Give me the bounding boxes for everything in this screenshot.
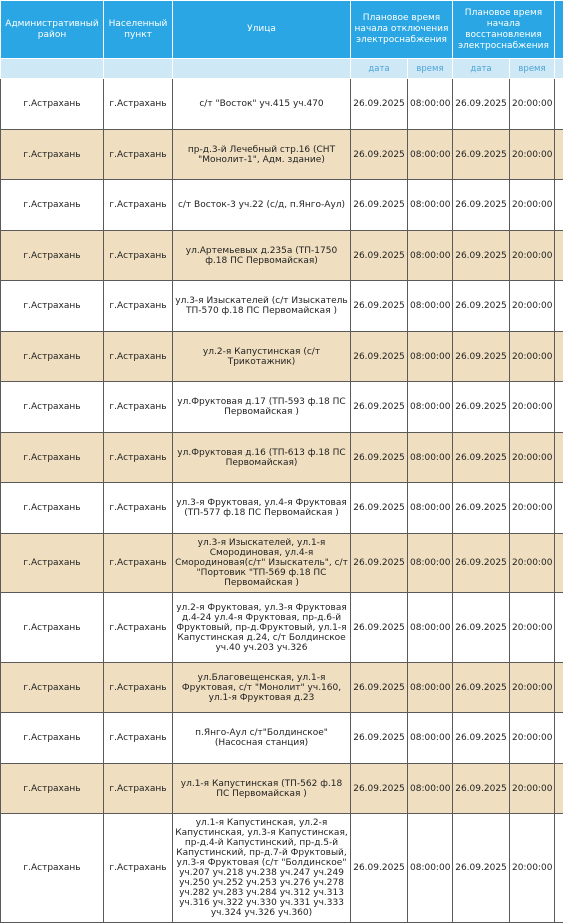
off-time-cell: 08:00:00 — [408, 483, 453, 534]
table-row — [1, 281, 563, 332]
table-row — [1, 130, 563, 180]
row-extra-cell — [555, 534, 563, 593]
table-row — [1, 593, 563, 663]
district-cell: г.Астрахань — [1, 593, 104, 663]
off-time-cell: 08:00:00 — [408, 180, 453, 231]
district-cell: г.Астрахань — [1, 433, 104, 483]
street-cell: ул.Благовещенская, ул.1-я Фруктовая, с/т "Монолит" уч.160, ул.1-я Фруктовая д.23 — [173, 663, 351, 713]
subheader-blank — [1, 59, 104, 79]
on-date-cell: 26.09.2025 — [453, 382, 510, 433]
settlement-cell: г.Астрахань — [104, 534, 173, 593]
on-date-cell: 26.09.2025 — [453, 281, 510, 332]
settlement-cell: г.Астрахань — [104, 814, 173, 923]
off-date-cell: 26.09.2025 — [351, 382, 408, 433]
settlement-cell: г.Астрахань — [104, 281, 173, 332]
header-extra — [555, 1, 563, 59]
row-extra-cell — [555, 433, 563, 483]
on-date-cell: 26.09.2025 — [453, 534, 510, 593]
settlement-cell: г.Астрахань — [104, 130, 173, 180]
on-time-cell: 20:00:00 — [510, 433, 555, 483]
settlement-cell: г.Астрахань — [104, 764, 173, 814]
row-extra-cell — [555, 231, 563, 281]
off-time-cell: 08:00:00 — [408, 332, 453, 382]
on-time-cell: 20:00:00 — [510, 593, 555, 663]
subheader-off-date: дата — [351, 59, 408, 79]
district-cell: г.Астрахань — [1, 534, 104, 593]
off-date-cell: 26.09.2025 — [351, 433, 408, 483]
on-date-cell: 26.09.2025 — [453, 483, 510, 534]
row-extra-cell — [555, 764, 563, 814]
table-row — [1, 231, 563, 281]
street-cell: ул.Фруктовая д.17 (ТП-593 ф.18 ПС Первомайская ) — [173, 382, 351, 433]
on-date-cell: 26.09.2025 — [453, 593, 510, 663]
subheader-off-time: время — [408, 59, 453, 79]
settlement-cell: г.Астрахань — [104, 713, 173, 764]
off-time-cell: 08:00:00 — [408, 130, 453, 180]
on-time-cell: 20:00:00 — [510, 231, 555, 281]
on-time-cell: 20:00:00 — [510, 663, 555, 713]
row-extra-cell — [555, 130, 563, 180]
row-extra-cell — [555, 713, 563, 764]
on-time-cell: 20:00:00 — [510, 483, 555, 534]
off-time-cell: 08:00:00 — [408, 231, 453, 281]
subheader-blank — [173, 59, 351, 79]
off-date-cell: 26.09.2025 — [351, 764, 408, 814]
on-time-cell: 20:00:00 — [510, 814, 555, 923]
off-date-cell: 26.09.2025 — [351, 593, 408, 663]
on-date-cell: 26.09.2025 — [453, 764, 510, 814]
off-date-cell: 26.09.2025 — [351, 231, 408, 281]
street-cell: ул.Фруктовая д.16 (ТП-613 ф.18 ПС Первомайская) — [173, 433, 351, 483]
street-cell: ул.2-я Капустинская (с/т Трикотажник) — [173, 332, 351, 382]
table-row — [1, 433, 563, 483]
off-time-cell: 08:00:00 — [408, 281, 453, 332]
off-date-cell: 26.09.2025 — [351, 180, 408, 231]
subheader-blank — [555, 59, 563, 79]
district-cell: г.Астрахань — [1, 713, 104, 764]
off-date-cell: 26.09.2025 — [351, 814, 408, 923]
off-time-cell: 08:00:00 — [408, 764, 453, 814]
on-time-cell: 20:00:00 — [510, 79, 555, 130]
street-cell: ул.Артемьевых д.235а (ТП-1750 ф.18 ПС Первомайская) — [173, 231, 351, 281]
street-cell: ул.1-я Капустинская (ТП-562 ф.18 ПС Первомайская ) — [173, 764, 351, 814]
off-time-cell: 08:00:00 — [408, 593, 453, 663]
off-date-cell: 26.09.2025 — [351, 534, 408, 593]
header-district: Административный район — [1, 1, 104, 59]
district-cell: г.Астрахань — [1, 332, 104, 382]
on-date-cell: 26.09.2025 — [453, 713, 510, 764]
header-off-time: Плановое время начала отключения электроснабжения — [351, 1, 453, 59]
subheader-blank — [104, 59, 173, 79]
district-cell: г.Астрахань — [1, 130, 104, 180]
street-cell: с/т "Восток" уч.415 уч.470 — [173, 79, 351, 130]
off-time-cell: 08:00:00 — [408, 663, 453, 713]
off-date-cell: 26.09.2025 — [351, 332, 408, 382]
settlement-cell: г.Астрахань — [104, 180, 173, 231]
settlement-cell: г.Астрахань — [104, 332, 173, 382]
row-extra-cell — [555, 814, 563, 923]
settlement-cell: г.Астрахань — [104, 593, 173, 663]
on-time-cell: 20:00:00 — [510, 180, 555, 231]
district-cell: г.Астрахань — [1, 382, 104, 433]
off-date-cell: 26.09.2025 — [351, 130, 408, 180]
settlement-cell: г.Астрахань — [104, 382, 173, 433]
street-cell: ул.1-я Капустинская, ул.2-я Капустинская, ул.3-я Капустинская, пр-д.4-й Капустинский, пр-д.5-й Капустинский, пр-д.7-й Фруктовый, ул.3-я Фруктовая (с/т "Болдинское" уч.207 уч.218 уч.238 уч.247 уч.249 уч.250 уч.252 уч.253 уч.276 уч.278 уч.282 уч.283 уч.284 уч.312 уч.313 уч.316 уч.322 уч.330 уч.331 уч.333 уч.324 уч.326 уч.360) — [173, 814, 351, 923]
subheader-on-date: дата — [453, 59, 510, 79]
table-row — [1, 713, 563, 764]
street-cell: ул.3-я Фруктовая, ул.4-я Фруктовая (ТП-577 ф.18 ПС Первомайская ) — [173, 483, 351, 534]
row-extra-cell — [555, 79, 563, 130]
street-cell: п.Янго-Аул с/т"Болдинское" (Насосная станция) — [173, 713, 351, 764]
on-date-cell: 26.09.2025 — [453, 79, 510, 130]
on-time-cell: 20:00:00 — [510, 382, 555, 433]
district-cell: г.Астрахань — [1, 814, 104, 923]
row-extra-cell — [555, 593, 563, 663]
header-on-time: Плановое время начала восстановления электроснабжения — [453, 1, 555, 59]
row-extra-cell — [555, 663, 563, 713]
subheader-on-time: время — [510, 59, 555, 79]
street-cell: пр-д.3-й Лечебный стр.16 (СНТ "Монолит-1", Адм. здание) — [173, 130, 351, 180]
on-time-cell: 20:00:00 — [510, 713, 555, 764]
on-date-cell: 26.09.2025 — [453, 332, 510, 382]
district-cell: г.Астрахань — [1, 180, 104, 231]
table-row — [1, 483, 563, 534]
off-date-cell: 26.09.2025 — [351, 281, 408, 332]
settlement-cell: г.Астрахань — [104, 663, 173, 713]
on-date-cell: 26.09.2025 — [453, 180, 510, 231]
row-extra-cell — [555, 382, 563, 433]
street-cell: с/т Восток-3 уч.22 (с/д, п.Янго-Аул) — [173, 180, 351, 231]
settlement-cell: г.Астрахань — [104, 231, 173, 281]
table-row — [1, 180, 563, 231]
row-extra-cell — [555, 281, 563, 332]
on-date-cell: 26.09.2025 — [453, 231, 510, 281]
on-date-cell: 26.09.2025 — [453, 433, 510, 483]
district-cell: г.Астрахань — [1, 281, 104, 332]
district-cell: г.Астрахань — [1, 663, 104, 713]
off-date-cell: 26.09.2025 — [351, 713, 408, 764]
table-row — [1, 332, 563, 382]
table-row — [1, 382, 563, 433]
district-cell: г.Астрахань — [1, 764, 104, 814]
header-street: Улица — [173, 1, 351, 59]
off-date-cell: 26.09.2025 — [351, 663, 408, 713]
off-time-cell: 08:00:00 — [408, 534, 453, 593]
table-row — [1, 663, 563, 713]
table-row — [1, 79, 563, 130]
settlement-cell: г.Астрахань — [104, 483, 173, 534]
settlement-cell: г.Астрахань — [104, 79, 173, 130]
off-time-cell: 08:00:00 — [408, 382, 453, 433]
table-row — [1, 764, 563, 814]
on-date-cell: 26.09.2025 — [453, 814, 510, 923]
on-time-cell: 20:00:00 — [510, 281, 555, 332]
header-settlement: Населенный пункт — [104, 1, 173, 59]
on-date-cell: 26.09.2025 — [453, 130, 510, 180]
off-time-cell: 08:00:00 — [408, 814, 453, 923]
off-date-cell: 26.09.2025 — [351, 79, 408, 130]
off-time-cell: 08:00:00 — [408, 713, 453, 764]
row-extra-cell — [555, 332, 563, 382]
settlement-cell: г.Астрахань — [104, 433, 173, 483]
on-time-cell: 20:00:00 — [510, 764, 555, 814]
table-row — [1, 534, 563, 593]
on-time-cell: 20:00:00 — [510, 130, 555, 180]
row-extra-cell — [555, 180, 563, 231]
district-cell: г.Астрахань — [1, 231, 104, 281]
street-cell: ул.3-я Изыскателей, ул.1-я Смородиновая, ул.4-я Смородиновая(с/т" Изыскатель", с/т "Портовик "ТП-569 ф.18 ПС Первомайская ) — [173, 534, 351, 593]
off-time-cell: 08:00:00 — [408, 433, 453, 483]
off-time-cell: 08:00:00 — [408, 79, 453, 130]
on-time-cell: 20:00:00 — [510, 332, 555, 382]
table-row — [1, 814, 563, 923]
off-date-cell: 26.09.2025 — [351, 483, 408, 534]
on-time-cell: 20:00:00 — [510, 534, 555, 593]
district-cell: г.Астрахань — [1, 483, 104, 534]
street-cell: ул.3-я Изыскателей (с/т Изыскатель ТП-570 ф.18 ПС Первомайская ) — [173, 281, 351, 332]
row-extra-cell — [555, 483, 563, 534]
district-cell: г.Астрахань — [1, 79, 104, 130]
street-cell: ул.2-я Фруктовая, ул.3-я Фруктовая д.4-24 ул.4-я Фруктовая, пр-д.6-й Фруктовый, пр-д.Фруктовый, ул.1-я Капустинская д.24, с/т Болдинское уч.40 уч.203 уч.326 — [173, 593, 351, 663]
on-date-cell: 26.09.2025 — [453, 663, 510, 713]
